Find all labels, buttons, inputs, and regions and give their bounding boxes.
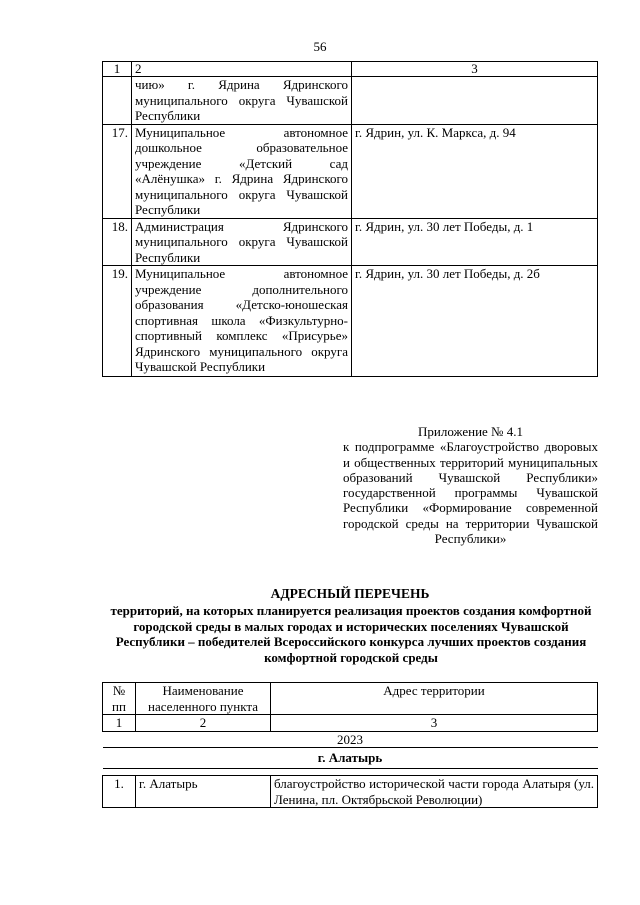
- appendix-block: [343, 424, 598, 546]
- header-address: Адрес территории: [271, 683, 598, 715]
- spacer-row: [103, 769, 598, 776]
- table-header-row: [103, 683, 598, 715]
- institution-name: Администрация Ядринского муниципального округа Чувашской Республики: [132, 218, 352, 266]
- column-number-3: 3: [352, 62, 598, 77]
- row-number: 18.: [103, 218, 132, 266]
- year-label: 2023: [103, 731, 598, 748]
- table-row: [103, 266, 598, 377]
- institution-address: [352, 77, 598, 125]
- table-row: [103, 124, 598, 218]
- appendix-text: к подпрограмме «Благоустройство дворовых и общественных территорий муниципальных образований Чувашской Республики» государственной программы Чувашской Республики «Формирование современной городской среды на территории Чувашской Республики»: [343, 439, 598, 547]
- header-locality: Наименование населенного пункта: [136, 683, 271, 715]
- column-number-2: 2: [132, 62, 352, 77]
- institution-address: г. Ядрин, ул. К. Маркса, д. 94: [352, 124, 598, 218]
- institution-address: г. Ядрин, ул. 30 лет Победы, д. 1: [352, 218, 598, 266]
- table-row: [103, 218, 598, 266]
- column-number-1: 1: [103, 715, 136, 732]
- appendix-heading: Приложение № 4.1: [418, 424, 523, 439]
- table-row: [103, 776, 598, 808]
- address-list-table: [102, 682, 598, 808]
- header-number: № пп: [103, 683, 136, 715]
- institution-name: чию» г. Ядрина Ядринского муниципального округа Чувашской Республики: [132, 77, 352, 125]
- table-header-row: [103, 62, 598, 77]
- row-number: 1.: [103, 776, 136, 808]
- year-row: [103, 731, 598, 748]
- institution-name: Муниципальное автономное дошкольное образовательное учреждение «Детский сад «Алёнушка» г. Ядрина Ядринского муниципального округа Чувашской Республики: [132, 124, 352, 218]
- table-row: [103, 77, 598, 125]
- document-subtitle: территорий, на которых планируется реализация проектов создания комфортной городской среды в малых городах и исторических поселениях Чувашской Республики – победителей Всероссийского конкурса лучших проектов создания комфортной городской среды: [110, 603, 592, 665]
- city-label: г. Алатырь: [103, 748, 598, 769]
- document-title: АДРЕСНЫЙ ПЕРЕЧЕНЬ: [270, 586, 430, 601]
- institution-address: г. Ядрин, ул. 30 лет Победы, д. 2б: [352, 266, 598, 377]
- row-number: [103, 77, 132, 125]
- column-number-1: 1: [103, 62, 132, 77]
- column-numbers-row: [103, 715, 598, 732]
- locality-name: г. Алатырь: [136, 776, 271, 808]
- institution-name: Муниципальное автономное учреждение дополнительного образования «Детско-юношеская спортивная школа «Физкультурно-спортивный комплекс «Присурье» Ядринского муниципального округа Чувашской Республики: [132, 266, 352, 377]
- column-number-3: 3: [271, 715, 598, 732]
- territory-address: благоустройство исторической части города Алатыря (ул. Ленина, пл. Октябрьской Революции): [271, 776, 598, 808]
- city-row: [103, 748, 598, 769]
- page-number: 56: [313, 39, 327, 54]
- row-number: 17.: [103, 124, 132, 218]
- row-number: 19.: [103, 266, 132, 377]
- column-number-2: 2: [136, 715, 271, 732]
- institutions-table: [102, 61, 598, 377]
